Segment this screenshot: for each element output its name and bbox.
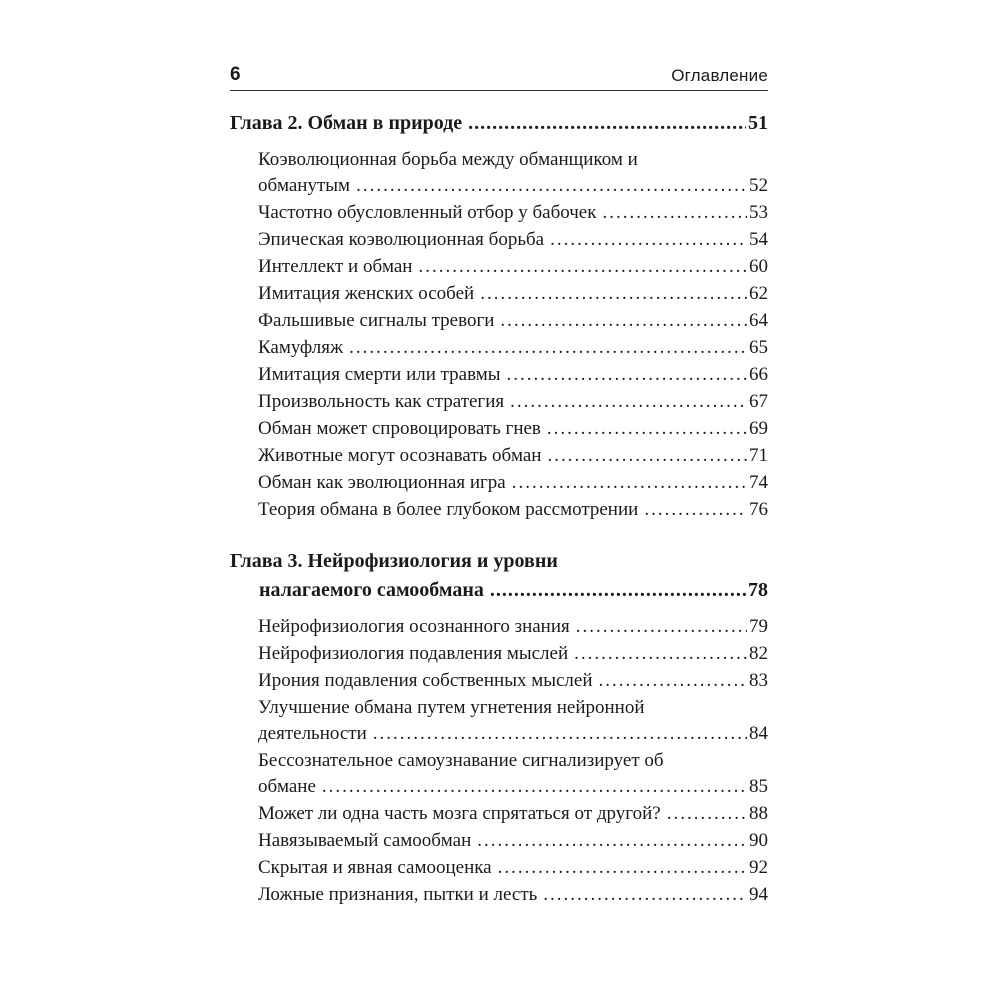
toc-entry-page: 71	[749, 445, 768, 466]
toc-entry-title: Теория обмана в более глубоком рассмотрении	[258, 499, 639, 520]
dot-leader	[373, 721, 747, 747]
toc-entry	[258, 695, 768, 747]
toc-entry	[258, 308, 768, 334]
chapter-line	[230, 109, 768, 138]
toc-entry	[258, 470, 768, 496]
toc-entry	[258, 614, 768, 640]
chapter-page: 78	[748, 579, 768, 601]
chapter-heading	[230, 109, 768, 138]
toc-entry-page: 79	[749, 616, 768, 637]
running-head-title: Оглавление	[671, 66, 768, 85]
toc-entry-title: Ирония подавления собственных мыслей	[258, 670, 593, 691]
chapter-entries	[230, 147, 768, 523]
toc-entry	[258, 335, 768, 361]
dot-leader	[510, 389, 747, 415]
dot-leader	[480, 281, 747, 307]
toc-entry	[258, 641, 768, 667]
dot-leader	[477, 828, 747, 854]
toc-entry-line1: Бессознательное самоузнавание сигнализирует об	[258, 750, 664, 771]
toc-entry-page: 52	[749, 175, 768, 196]
toc-entry-line1: Улучшение обмана путем угнетения нейронной	[258, 697, 645, 718]
toc-entry-title: Обман может спровоцировать гнев	[258, 418, 541, 439]
dot-leader	[667, 801, 747, 827]
toc-entry-title: Скрытая и явная самооценка	[258, 857, 492, 878]
dot-leader	[547, 443, 747, 469]
toc-entry	[258, 254, 768, 280]
toc-entry-page: 54	[749, 229, 768, 250]
toc-entry-title: Произвольность как стратегия	[258, 391, 505, 412]
dot-leader	[599, 668, 747, 694]
chapter-entries	[230, 614, 768, 908]
chapter-title: налагаемого самообмана	[259, 579, 484, 601]
toc-entry-title: Частотно обусловленный отбор у бабочек	[258, 202, 597, 223]
chapter-title-line1: Глава 3. Нейрофизиология и уровни	[230, 550, 558, 572]
toc-entry	[258, 443, 768, 469]
toc-entry-page: 92	[749, 857, 768, 878]
toc-entry-title: Нейрофизиология осознанного знания	[258, 616, 570, 637]
dot-leader	[322, 774, 747, 800]
dot-leader	[349, 335, 747, 361]
dot-leader	[602, 200, 747, 226]
toc-entry-title: Камуфляж	[258, 337, 344, 358]
toc-entry-title: обмане	[258, 776, 316, 797]
dot-leader	[418, 254, 747, 280]
dot-leader	[550, 227, 747, 253]
toc-entry-title: Нейрофизиология подавления мыслей	[258, 643, 569, 664]
table-of-contents	[230, 109, 768, 908]
toc-entry-line1: Коэволюционная борьба между обманщиком и	[258, 149, 638, 170]
toc-entry-page: 90	[749, 830, 768, 851]
toc-entry-title: Эпическая коэволюционная борьба	[258, 229, 545, 250]
toc-entry-title: Интеллект и обман	[258, 256, 413, 277]
toc-entry	[258, 147, 768, 199]
toc-entry-page: 82	[749, 643, 768, 664]
toc-entry	[258, 281, 768, 307]
toc-entry-page: 94	[749, 884, 768, 905]
toc-entry-page: 69	[749, 418, 768, 439]
toc-entry-page: 88	[749, 803, 768, 824]
dot-leader	[507, 362, 747, 388]
toc-entry	[258, 389, 768, 415]
toc-entry	[258, 200, 768, 226]
toc-entry-page: 85	[749, 776, 768, 797]
toc-entry-page: 76	[749, 499, 768, 520]
toc-entry-title: Обман как эволюционная игра	[258, 472, 506, 493]
toc-entry	[258, 497, 768, 523]
dot-leader	[576, 614, 747, 640]
toc-entry-page: 65	[749, 337, 768, 358]
toc-entry-page: 84	[749, 723, 768, 744]
dot-leader	[498, 855, 747, 881]
toc-entry-title: Фальшивые сигналы тревоги	[258, 310, 495, 331]
toc-entry	[258, 668, 768, 694]
dot-leader	[356, 173, 747, 199]
toc-entry	[258, 748, 768, 800]
toc-entry	[258, 227, 768, 253]
toc-entry-title: Имитация женских особей	[258, 283, 475, 304]
toc-entry	[258, 416, 768, 442]
toc-entry-page: 66	[749, 364, 768, 385]
dot-leader	[543, 882, 747, 908]
toc-entry	[258, 882, 768, 908]
toc-entry-page: 60	[749, 256, 768, 277]
toc-entry-title: Ложные признания, пытки и лесть	[258, 884, 538, 905]
toc-entry-page: 62	[749, 283, 768, 304]
toc-entry-title: обманутым	[258, 175, 351, 196]
toc-entry-title: деятельности	[258, 723, 367, 744]
toc-entry-title: Имитация смерти или травмы	[258, 364, 501, 385]
page-number: 6	[230, 64, 241, 85]
toc-entry-page: 53	[749, 202, 768, 223]
chapter-page: 51	[748, 112, 768, 134]
dot-leader	[512, 470, 747, 496]
toc-entry	[258, 855, 768, 881]
dot-leader	[644, 497, 747, 523]
dot-leader	[468, 109, 746, 138]
toc-entry	[258, 828, 768, 854]
toc-entry-page: 83	[749, 670, 768, 691]
dot-leader	[500, 308, 747, 334]
toc-entry	[258, 801, 768, 827]
dot-leader	[490, 576, 746, 605]
chapter-title: Глава 2. Обман в природе	[230, 112, 463, 134]
toc-entry-title: Может ли одна часть мозга спрятаться от другой?	[258, 803, 661, 824]
chapter-heading	[230, 547, 768, 605]
toc-entry-page: 67	[749, 391, 768, 412]
running-head	[230, 60, 768, 91]
toc-entry-title: Животные могут осознавать обман	[258, 445, 542, 466]
dot-leader	[574, 641, 747, 667]
toc-entry-page: 74	[749, 472, 768, 493]
toc-entry-page: 64	[749, 310, 768, 331]
chapter-line	[230, 576, 768, 605]
dot-leader	[547, 416, 747, 442]
toc-entry	[258, 362, 768, 388]
toc-entry-title: Навязываемый самообман	[258, 830, 472, 851]
book-page	[230, 60, 768, 909]
